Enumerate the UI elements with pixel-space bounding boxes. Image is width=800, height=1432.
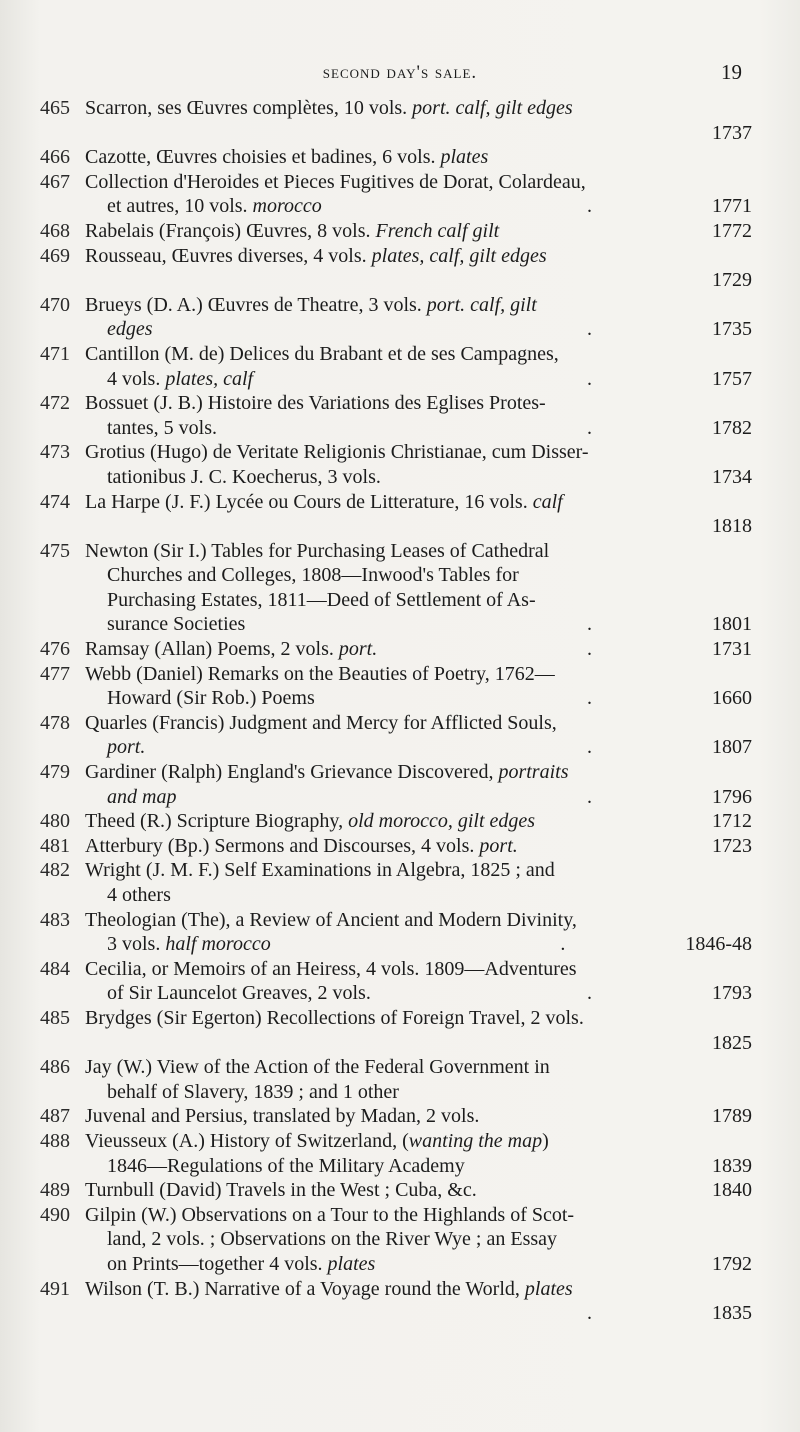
leader-dot: . bbox=[587, 785, 592, 808]
leader-dot: . bbox=[587, 982, 592, 1005]
description-line bbox=[85, 1006, 752, 1031]
date-column bbox=[560, 932, 752, 957]
description-line bbox=[85, 465, 752, 490]
description-text: La Harpe (J. F.) Lycée ou Cours de Litterature, 16 vols. bbox=[85, 490, 533, 513]
description-text: 1846—Regulations of the Military Academy bbox=[107, 1154, 465, 1177]
publication-year: 1825 bbox=[712, 1031, 752, 1054]
publication-year-line bbox=[85, 121, 752, 146]
publication-year: 1737 bbox=[712, 121, 752, 144]
lot-entry bbox=[40, 760, 752, 809]
description-line bbox=[85, 1154, 752, 1179]
description-line bbox=[85, 834, 752, 859]
lot-description bbox=[85, 342, 752, 391]
description-text: Vieusseux (A.) History of Switzerland, ( bbox=[85, 1129, 409, 1152]
description-text: Grotius (Hugo) de Veritate Religionis Christianae, cum Disser- bbox=[85, 441, 589, 464]
lot-entry bbox=[40, 391, 752, 440]
binding-note: port. bbox=[338, 638, 378, 661]
description-text: tantes, 5 vols. bbox=[107, 416, 217, 439]
description-text: Cantillon (M. de) Delices du Brabant et de ses Campagnes, bbox=[85, 342, 559, 365]
description-line bbox=[85, 563, 752, 588]
description-text: of Sir Launcelot Greaves, 2 vols. bbox=[107, 982, 371, 1005]
running-head: second day's sale. bbox=[322, 62, 478, 83]
description-text: Ramsay (Allan) Poems, 2 vols. bbox=[85, 638, 339, 661]
lot-description bbox=[85, 1129, 752, 1178]
lot-entry bbox=[40, 809, 752, 834]
lot-entry bbox=[40, 834, 752, 859]
binding-note: plates bbox=[327, 1252, 376, 1275]
description-text: Brueys (D. A.) Œuvres de Theatre, 3 vols. bbox=[85, 293, 427, 316]
publication-year: 1796 bbox=[712, 785, 752, 808]
lot-entry bbox=[40, 858, 752, 907]
date-column bbox=[712, 1252, 752, 1277]
leader-dot: . bbox=[587, 195, 592, 218]
leader-dot: . bbox=[587, 416, 592, 439]
publication-year-line bbox=[85, 514, 752, 539]
description-line bbox=[85, 1277, 752, 1302]
lot-number: 472 bbox=[40, 392, 70, 415]
lot-entry bbox=[40, 957, 752, 1006]
publication-year: 1835 bbox=[712, 1302, 752, 1325]
description-text: Cazotte, Œuvres choisies et badines, 6 vols. bbox=[85, 146, 441, 169]
publication-year: 1782 bbox=[712, 416, 752, 439]
lot-entry bbox=[40, 1006, 752, 1055]
description-line bbox=[85, 1080, 752, 1105]
publication-year: 1771 bbox=[712, 195, 752, 218]
lot-number: 487 bbox=[40, 1105, 70, 1128]
lot-entry bbox=[40, 342, 752, 391]
description-line bbox=[85, 883, 752, 908]
description-text: Brydges (Sir Egerton) Recollections of Foreign Travel, 2 vols. bbox=[85, 1006, 584, 1029]
binding-note: half morocco bbox=[165, 933, 271, 956]
date-column bbox=[712, 834, 752, 859]
lot-number: 479 bbox=[40, 761, 70, 784]
description-line bbox=[85, 612, 752, 637]
lot-number: 470 bbox=[40, 293, 70, 316]
description-text: surance Societies bbox=[107, 613, 246, 636]
description-line bbox=[85, 760, 752, 785]
date-column bbox=[712, 1104, 752, 1129]
lot-number: 474 bbox=[40, 490, 70, 513]
lot-entry bbox=[40, 1178, 752, 1203]
binding-note: port. calf, gilt edges bbox=[412, 97, 573, 119]
description-line bbox=[85, 662, 752, 687]
lot-number: 467 bbox=[40, 170, 70, 193]
binding-note: wanting the map bbox=[408, 1129, 543, 1152]
date-column bbox=[587, 785, 752, 810]
sale-entries-list bbox=[40, 96, 752, 1326]
publication-year: 1840 bbox=[712, 1179, 752, 1202]
description-line bbox=[85, 293, 752, 318]
date-column bbox=[587, 686, 752, 711]
date-column bbox=[587, 416, 752, 441]
lot-description bbox=[85, 858, 752, 907]
lot-entry bbox=[40, 1055, 752, 1104]
lot-description bbox=[85, 219, 752, 244]
publication-year-line bbox=[85, 1031, 752, 1056]
lot-description bbox=[85, 170, 752, 219]
description-text: tationibus J. C. Koecherus, 3 vols. bbox=[107, 465, 381, 488]
lot-entry bbox=[40, 662, 752, 711]
leader-dot: . bbox=[587, 1302, 592, 1325]
lot-description bbox=[85, 760, 752, 809]
description-text: ) bbox=[542, 1129, 549, 1152]
lot-description bbox=[85, 1104, 752, 1129]
lot-number: 465 bbox=[40, 97, 70, 119]
lot-description bbox=[85, 440, 752, 489]
publication-year: 1793 bbox=[712, 982, 752, 1005]
publication-year: 1712 bbox=[712, 810, 752, 833]
description-line bbox=[85, 1178, 752, 1203]
description-line bbox=[85, 981, 752, 1006]
binding-note: plates, calf bbox=[165, 367, 254, 390]
publication-year: 1660 bbox=[712, 687, 752, 710]
publication-year: 1757 bbox=[712, 367, 752, 390]
publication-year: 1807 bbox=[712, 736, 752, 759]
description-text: on Prints—together 4 vols. bbox=[107, 1252, 328, 1275]
lot-number: 483 bbox=[40, 908, 70, 931]
date-column bbox=[712, 219, 752, 244]
publication-year: 1801 bbox=[712, 613, 752, 636]
lot-description bbox=[85, 1055, 752, 1104]
lot-entry bbox=[40, 244, 752, 293]
description-text: et autres, 10 vols. bbox=[107, 195, 253, 218]
lot-number: 471 bbox=[40, 342, 70, 365]
lot-number: 480 bbox=[40, 810, 70, 833]
lot-number: 489 bbox=[40, 1179, 70, 1202]
leader-dot: . bbox=[587, 613, 592, 636]
lot-number: 482 bbox=[40, 859, 70, 882]
lot-entry bbox=[40, 1277, 752, 1326]
date-column bbox=[587, 735, 752, 760]
lot-entry bbox=[40, 490, 752, 539]
description-line bbox=[85, 342, 752, 367]
lot-entry bbox=[40, 711, 752, 760]
date-column bbox=[587, 981, 752, 1006]
lot-description bbox=[85, 490, 752, 539]
description-line bbox=[85, 957, 752, 982]
description-line bbox=[85, 391, 752, 416]
description-text: land, 2 vols. ; Observations on the River Wye ; an Essay bbox=[107, 1228, 558, 1251]
date-column bbox=[587, 637, 752, 662]
lot-number: 485 bbox=[40, 1006, 70, 1029]
publication-year: 1729 bbox=[712, 269, 752, 292]
lot-description bbox=[85, 662, 752, 711]
lot-number: 478 bbox=[40, 711, 70, 734]
publication-year: 1735 bbox=[712, 318, 752, 341]
description-text: 3 vols. bbox=[107, 933, 166, 956]
lot-entry bbox=[40, 539, 752, 637]
publication-year-line bbox=[85, 268, 752, 293]
description-text: Atterbury (Bp.) Sermons and Discourses, 4 vols. bbox=[85, 834, 480, 857]
description-text: Newton (Sir I.) Tables for Purchasing Leases of Cathedral bbox=[85, 539, 550, 562]
date-column bbox=[587, 367, 752, 392]
lot-number: 466 bbox=[40, 146, 70, 169]
publication-year: 1734 bbox=[712, 465, 752, 488]
description-line bbox=[85, 785, 752, 810]
lot-entry bbox=[40, 293, 752, 342]
date-column bbox=[587, 317, 752, 342]
lot-number: 473 bbox=[40, 441, 70, 464]
description-line bbox=[85, 170, 752, 195]
lot-description bbox=[85, 1178, 752, 1203]
description-text: Turnbull (David) Travels in the West ; Cuba, &c. bbox=[85, 1179, 477, 1202]
binding-note: and map bbox=[107, 785, 177, 808]
description-text: 4 others bbox=[107, 884, 171, 906]
lot-number: 469 bbox=[40, 244, 70, 267]
description-text: Jay (W.) View of the Action of the Federal Government in bbox=[85, 1056, 550, 1079]
description-text: Howard (Sir Rob.) Poems bbox=[107, 687, 315, 710]
publication-year: 1772 bbox=[712, 219, 752, 242]
description-line bbox=[85, 244, 752, 269]
binding-note: plates bbox=[524, 1277, 573, 1300]
description-line bbox=[85, 416, 752, 441]
description-line bbox=[85, 711, 752, 736]
date-column bbox=[712, 1178, 752, 1203]
description-line bbox=[85, 219, 752, 244]
description-line bbox=[85, 96, 752, 121]
lot-description bbox=[85, 908, 752, 957]
binding-note: morocco bbox=[252, 195, 322, 218]
lot-entry bbox=[40, 908, 752, 957]
leader-dot: . bbox=[587, 736, 592, 759]
description-line bbox=[85, 1055, 752, 1080]
description-text: 4 vols. bbox=[107, 367, 166, 390]
description-line bbox=[85, 588, 752, 613]
lot-entry bbox=[40, 1129, 752, 1178]
lot-number: 476 bbox=[40, 638, 70, 661]
description-text: Scarron, ses Œuvres complètes, 10 vols. bbox=[85, 97, 413, 119]
description-text: Theologian (The), a Review of Ancient and Modern Divinity, bbox=[85, 908, 577, 931]
description-text: Gardiner (Ralph) England's Grievance Discovered, bbox=[85, 761, 499, 784]
leader-dot: . bbox=[587, 367, 592, 390]
description-line bbox=[85, 809, 752, 834]
date-column bbox=[712, 809, 752, 834]
description-line bbox=[85, 908, 752, 933]
publication-year: 1839 bbox=[712, 1154, 752, 1177]
lot-description bbox=[85, 834, 752, 859]
description-line bbox=[85, 1227, 752, 1252]
description-text: Wilson (T. B.) Narrative of a Voyage round the World, bbox=[85, 1277, 525, 1300]
publication-year: 1731 bbox=[712, 638, 752, 661]
lot-number: 490 bbox=[40, 1203, 70, 1226]
lot-entry bbox=[40, 96, 752, 145]
description-line bbox=[85, 1252, 752, 1277]
binding-note: port. calf, gilt bbox=[426, 293, 537, 316]
binding-note: plates, calf, gilt edges bbox=[371, 244, 547, 267]
description-text: Theed (R.) Scripture Biography, bbox=[85, 810, 349, 833]
leader-dot: . bbox=[560, 933, 566, 956]
lot-description bbox=[85, 244, 752, 293]
lot-entry bbox=[40, 440, 752, 489]
lot-description bbox=[85, 711, 752, 760]
description-text: Gilpin (W.) Observations on a Tour to the Highlands of Scot- bbox=[85, 1203, 575, 1226]
lot-number: 486 bbox=[40, 1056, 70, 1079]
description-line bbox=[85, 735, 752, 760]
lot-entry bbox=[40, 170, 752, 219]
lot-description bbox=[85, 145, 752, 170]
page-number: 19 bbox=[721, 60, 742, 84]
date-column bbox=[587, 194, 752, 219]
binding-note: calf bbox=[532, 490, 563, 513]
lot-entry bbox=[40, 145, 752, 170]
lot-number: 491 bbox=[40, 1277, 70, 1300]
description-line bbox=[85, 440, 752, 465]
lot-number: 468 bbox=[40, 219, 70, 242]
binding-note: portraits bbox=[498, 761, 569, 784]
binding-note: edges bbox=[107, 318, 153, 341]
description-text: Bossuet (J. B.) Histoire des Variations des Eglises Protes- bbox=[85, 392, 546, 415]
description-line bbox=[85, 194, 752, 219]
lot-number: 477 bbox=[40, 662, 70, 685]
lot-entry bbox=[40, 1203, 752, 1277]
leader-dot: . bbox=[587, 638, 592, 661]
publication-year: 1723 bbox=[712, 834, 752, 857]
description-text: Webb (Daniel) Remarks on the Beauties of Poetry, 1762— bbox=[85, 662, 555, 685]
description-text: Quarles (Francis) Judgment and Mercy for Afflicted Souls, bbox=[85, 711, 557, 734]
lot-number: 484 bbox=[40, 957, 70, 980]
description-line bbox=[85, 539, 752, 564]
description-line bbox=[85, 490, 752, 515]
description-text: Rabelais (François) Œuvres, 8 vols. bbox=[85, 219, 376, 242]
description-text: Wright (J. M. F.) Self Examinations in Algebra, 1825 ; and bbox=[85, 859, 555, 882]
page-header bbox=[0, 62, 800, 92]
publication-year: 1792 bbox=[712, 1252, 752, 1275]
description-line bbox=[85, 317, 752, 342]
description-text: Collection d'Heroides et Pieces Fugitives de Dorat, Colardeau, bbox=[85, 170, 586, 193]
lot-entry bbox=[40, 219, 752, 244]
lot-description bbox=[85, 96, 752, 145]
lot-description bbox=[85, 539, 752, 637]
description-text: Churches and Colleges, 1808—Inwood's Tables for bbox=[107, 564, 519, 587]
lot-description bbox=[85, 293, 752, 342]
description-text: Juvenal and Persius, translated by Madan, 2 vols. bbox=[85, 1105, 480, 1128]
lot-description bbox=[85, 809, 752, 834]
description-line bbox=[85, 932, 752, 957]
description-line bbox=[85, 145, 752, 170]
publication-year: 1818 bbox=[712, 515, 752, 538]
date-column bbox=[712, 1154, 752, 1179]
description-line bbox=[85, 637, 752, 662]
lot-entry bbox=[40, 637, 752, 662]
binding-note: port. bbox=[107, 736, 146, 759]
binding-note: French calf gilt bbox=[375, 219, 500, 242]
description-line bbox=[85, 686, 752, 711]
description-line bbox=[85, 1129, 752, 1154]
date-column bbox=[712, 465, 752, 490]
description-line bbox=[85, 1203, 752, 1228]
lot-description bbox=[85, 1277, 752, 1326]
binding-note: plates bbox=[440, 146, 489, 169]
publication-year: 1789 bbox=[712, 1105, 752, 1128]
binding-note: port. bbox=[479, 834, 518, 857]
leader-dot: . bbox=[587, 687, 592, 710]
leader-dot: . bbox=[587, 318, 592, 341]
lot-description bbox=[85, 1006, 752, 1055]
lot-number: 488 bbox=[40, 1129, 70, 1152]
publication-year: 1846-48 bbox=[685, 933, 752, 956]
description-line bbox=[85, 1104, 752, 1129]
description-line bbox=[85, 858, 752, 883]
description-text: Purchasing Estates, 1811—Deed of Settlement of As- bbox=[107, 588, 536, 611]
lot-number: 475 bbox=[40, 539, 70, 562]
lot-description bbox=[85, 637, 752, 662]
lot-description bbox=[85, 391, 752, 440]
lot-number: 481 bbox=[40, 834, 70, 857]
binding-note: old morocco, gilt edges bbox=[348, 810, 536, 833]
lot-description bbox=[85, 1203, 752, 1277]
date-column bbox=[587, 612, 752, 637]
lot-description bbox=[85, 957, 752, 1006]
publication-year-line bbox=[85, 1301, 752, 1326]
description-text: Rousseau, Œuvres diverses, 4 vols. bbox=[85, 244, 372, 267]
description-text: behalf of Slavery, 1839 ; and 1 other bbox=[107, 1080, 399, 1103]
lot-entry bbox=[40, 1104, 752, 1129]
description-line bbox=[85, 367, 752, 392]
description-text: Cecilia, or Memoirs of an Heiress, 4 vols. 1809—Adventures bbox=[85, 957, 577, 980]
